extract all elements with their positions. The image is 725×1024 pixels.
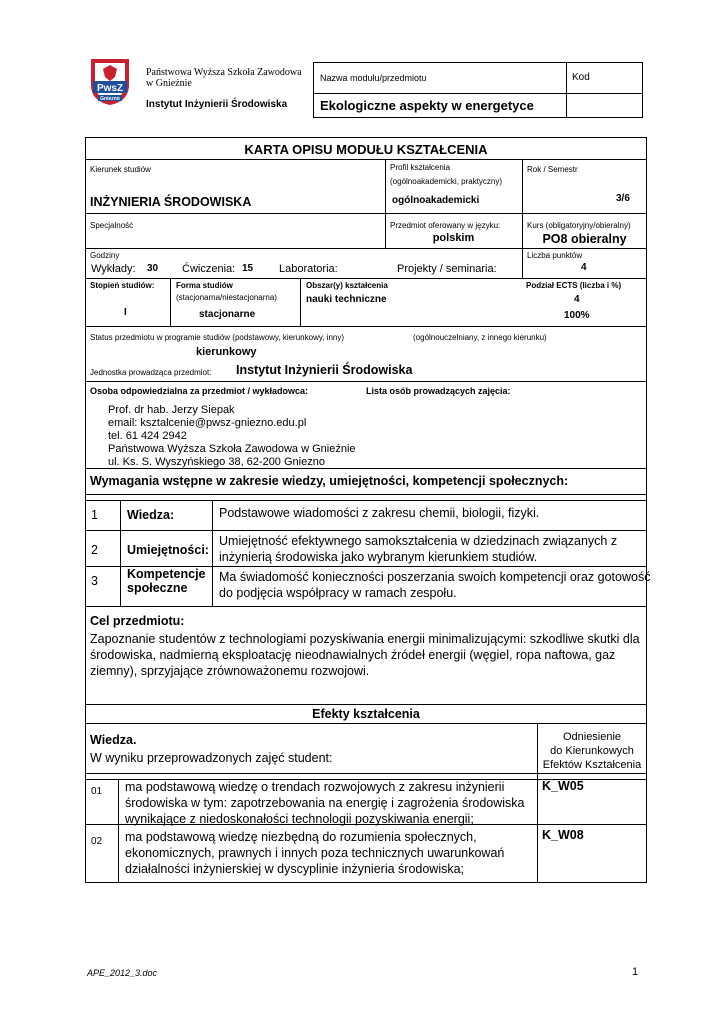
req-label-knowledge: Wiedza: (127, 508, 175, 522)
projects-label: Projekty / seminaria: (397, 263, 497, 275)
field-value: INŻYNIERIA ŚRODOWISKA (90, 195, 252, 209)
lectures-value: 30 (147, 263, 159, 274)
card-title: KARTA OPISU MODUŁU KSZTAŁCENIA (244, 142, 488, 157)
field-label: Kierunek studiów (90, 165, 151, 174)
outcome-num-1: 01 (91, 786, 103, 797)
req-label-competences-line1: Kompetencje (127, 567, 206, 581)
goal-title: Cel przedmiotu: (90, 614, 185, 628)
svg-text:PwsZ: PwsZ (96, 83, 124, 94)
responsible-phone: tel. 61 424 2942 (108, 430, 187, 442)
institution-line2: w Gnieźnie (146, 78, 192, 89)
hours-label: Godziny (90, 251, 120, 260)
degree-label: Stopień studiów: (90, 281, 155, 290)
knowledge-title: Wiedza. (90, 733, 137, 747)
area-label: Obszar(y) kształcenia (306, 281, 388, 290)
req-text-competences (219, 569, 650, 601)
language-value: polskim (432, 232, 475, 244)
req-num-1: 1 (91, 508, 98, 522)
req-label-competences-line2: społeczne (127, 581, 188, 595)
outcome-2-line1: ma podstawową wiedzę niezbędną do rozumienia społecznych, (125, 830, 477, 844)
responsible-institution: Państwowa Wyższa Szkoła Zawodowa w Gnieźnie (108, 443, 356, 455)
page-number: 1 (632, 966, 639, 978)
responsible-address: ul. Ks. S. Wyszyńskiego 38, 62-200 Gniezno (108, 456, 325, 468)
goal-line2: środowiska, nadmierną eksploatację nieodnawialnych źródeł energii (węgiel, ropa naftowa, gaz (90, 648, 616, 662)
reference-header (537, 730, 647, 772)
course-type-value: PO8 obieralny (542, 232, 627, 246)
goal-line1: Zapoznanie studentów z technologiami pozyskiwania energii minimalizującymi: szkodliwe skutki dla (90, 632, 640, 646)
labs-label: Laboratoria: (279, 263, 338, 275)
code-label: Kod (572, 72, 590, 83)
degree-value: I (124, 307, 127, 318)
responsible-name: Prof. dr hab. Jerzy Siepak (108, 404, 235, 416)
outcome-1-line2: środowiska w tym: zapotrzebowania na energię i zagrożenia środowiska (125, 796, 525, 810)
year-value: 3/6 (616, 193, 630, 204)
req-label-competences (127, 567, 206, 595)
pwsz-logo-icon (85, 55, 135, 107)
responsible-email: email: ksztalcenie@pwsz-gniezno.edu.pl (108, 417, 307, 429)
points-value: 4 (581, 262, 587, 273)
req-text-skills-line2: inżynierią środowiska jako wybranym kierunkiem studiów. (219, 550, 538, 564)
header-institute: Instytut Inżynierii Środowiska (146, 99, 288, 110)
area-value: nauki techniczne (306, 294, 387, 305)
module-name-label: Nazwa modułu/przedmiotu (320, 73, 427, 83)
year-label: Rok / Semestr (527, 165, 578, 174)
outcome-2-line3: działalności inżynierskiej w dyscyplinie inżynieria środowiska; (125, 862, 465, 876)
language-label: Przedmiot oferowany w języku: (390, 221, 501, 230)
goal-text (90, 631, 640, 679)
req-text-skills (219, 533, 617, 565)
form-value: stacjonarne (199, 309, 256, 320)
req-num-2: 2 (91, 543, 98, 557)
req-text-knowledge: Podstawowe wiadomości z zakresu chemii, biologii, fizyki. (219, 506, 540, 520)
points-label: Liczba punktów (527, 251, 583, 260)
status-value: kierunkowy (196, 346, 257, 358)
req-text-competences-line1: Ma świadomość konieczności poszerzania swoich kompetencji oraz gotowość (219, 570, 651, 584)
status-label: Status przedmiotu w programie studiów (podstawowy, kierunkowy, inny) (90, 333, 345, 342)
outcomes-title: Efekty kształcenia (312, 707, 420, 721)
specialty-label: Specjalność (90, 221, 134, 230)
profile-value: ogólnoakademicki (392, 195, 480, 206)
instructors-label: Lista osób prowadzących zajęcia: (366, 386, 511, 396)
unit-value: Instytut Inżynierii Środowiska (236, 363, 413, 377)
req-text-skills-line1: Umiejętność efektywnego samokształcenia w dziedzinach związanych z (219, 534, 618, 548)
requirements-title: Wymagania wstępne w zakresie wiedzy, umiejętności, kompetencji społecznych: (90, 474, 569, 488)
outcome-text-1 (125, 779, 525, 827)
status-sub: (ogólnouczelniany, z innego kierunku) (413, 333, 547, 342)
institution-line1: Państwowa Wyższa Szkoła Zawodowa (146, 67, 302, 78)
outcome-2-line2: ekonomicznych, prawnych i innych poza technicznych uwarunkowań (125, 846, 505, 860)
course-type-label: Kurs (obligatoryjny/obieralny) (527, 221, 631, 230)
reference-header-line3: Efektów Kształcenia (542, 759, 642, 771)
module-name: Ekologiczne aspekty w energetyce (320, 98, 534, 113)
ects-percent: 100% (564, 310, 590, 321)
unit-label: Jednostka prowadząca przedmiot: (90, 368, 212, 377)
ects-value: 4 (574, 294, 580, 305)
profile-label: Profil kształcenia (390, 163, 451, 172)
outcome-1-line1: ma podstawową wiedzę o trendach rozwojowych z zakresu inżynierii (125, 780, 505, 794)
form-label: Forma studiów (176, 281, 233, 290)
footer-filename: APE_2012_3.doc (87, 968, 158, 978)
ects-label: Podział ECTS (liczba i %) (526, 281, 622, 290)
req-label-skills: Umiejętności: (127, 543, 209, 557)
req-num-3: 3 (91, 574, 98, 588)
knowledge-intro: W wyniku przeprowadzonych zajęć student: (90, 751, 333, 765)
responsible-label: Osoba odpowiedzialna za przedmiot / wykładowca: (90, 386, 309, 396)
outcome-ref-1: K_W05 (542, 779, 584, 793)
reference-header-line1: Odniesienie (562, 731, 622, 743)
outcome-text-2 (125, 829, 504, 877)
outcome-num-2: 02 (91, 836, 103, 847)
institution-name (146, 67, 302, 89)
responsible-details (108, 404, 356, 469)
exercises-label: Ćwiczenia: (182, 263, 236, 275)
req-text-competences-line2: do podjęcia współpracy w ramach zespołu. (219, 586, 457, 600)
goal-line3: ziemny), sprzyjające zrównoważonemu rozwojowi. (90, 664, 370, 678)
outcome-ref-2: K_W08 (542, 828, 584, 842)
logo (85, 55, 135, 107)
lectures-label: Wykłady: (91, 263, 136, 275)
profile-sub: (ogólnoakademicki, praktyczny) (390, 177, 503, 186)
outcome-1-line3: wynikające z niedoskonałości technologii pozyskiwania energii; (125, 812, 474, 826)
reference-header-line2: do Kierunkowych (550, 745, 634, 757)
exercises-value: 15 (242, 263, 254, 274)
form-sub: (stacjonarna/niestacjonarna) (176, 293, 277, 302)
svg-text:Gniezno: Gniezno (100, 96, 120, 102)
